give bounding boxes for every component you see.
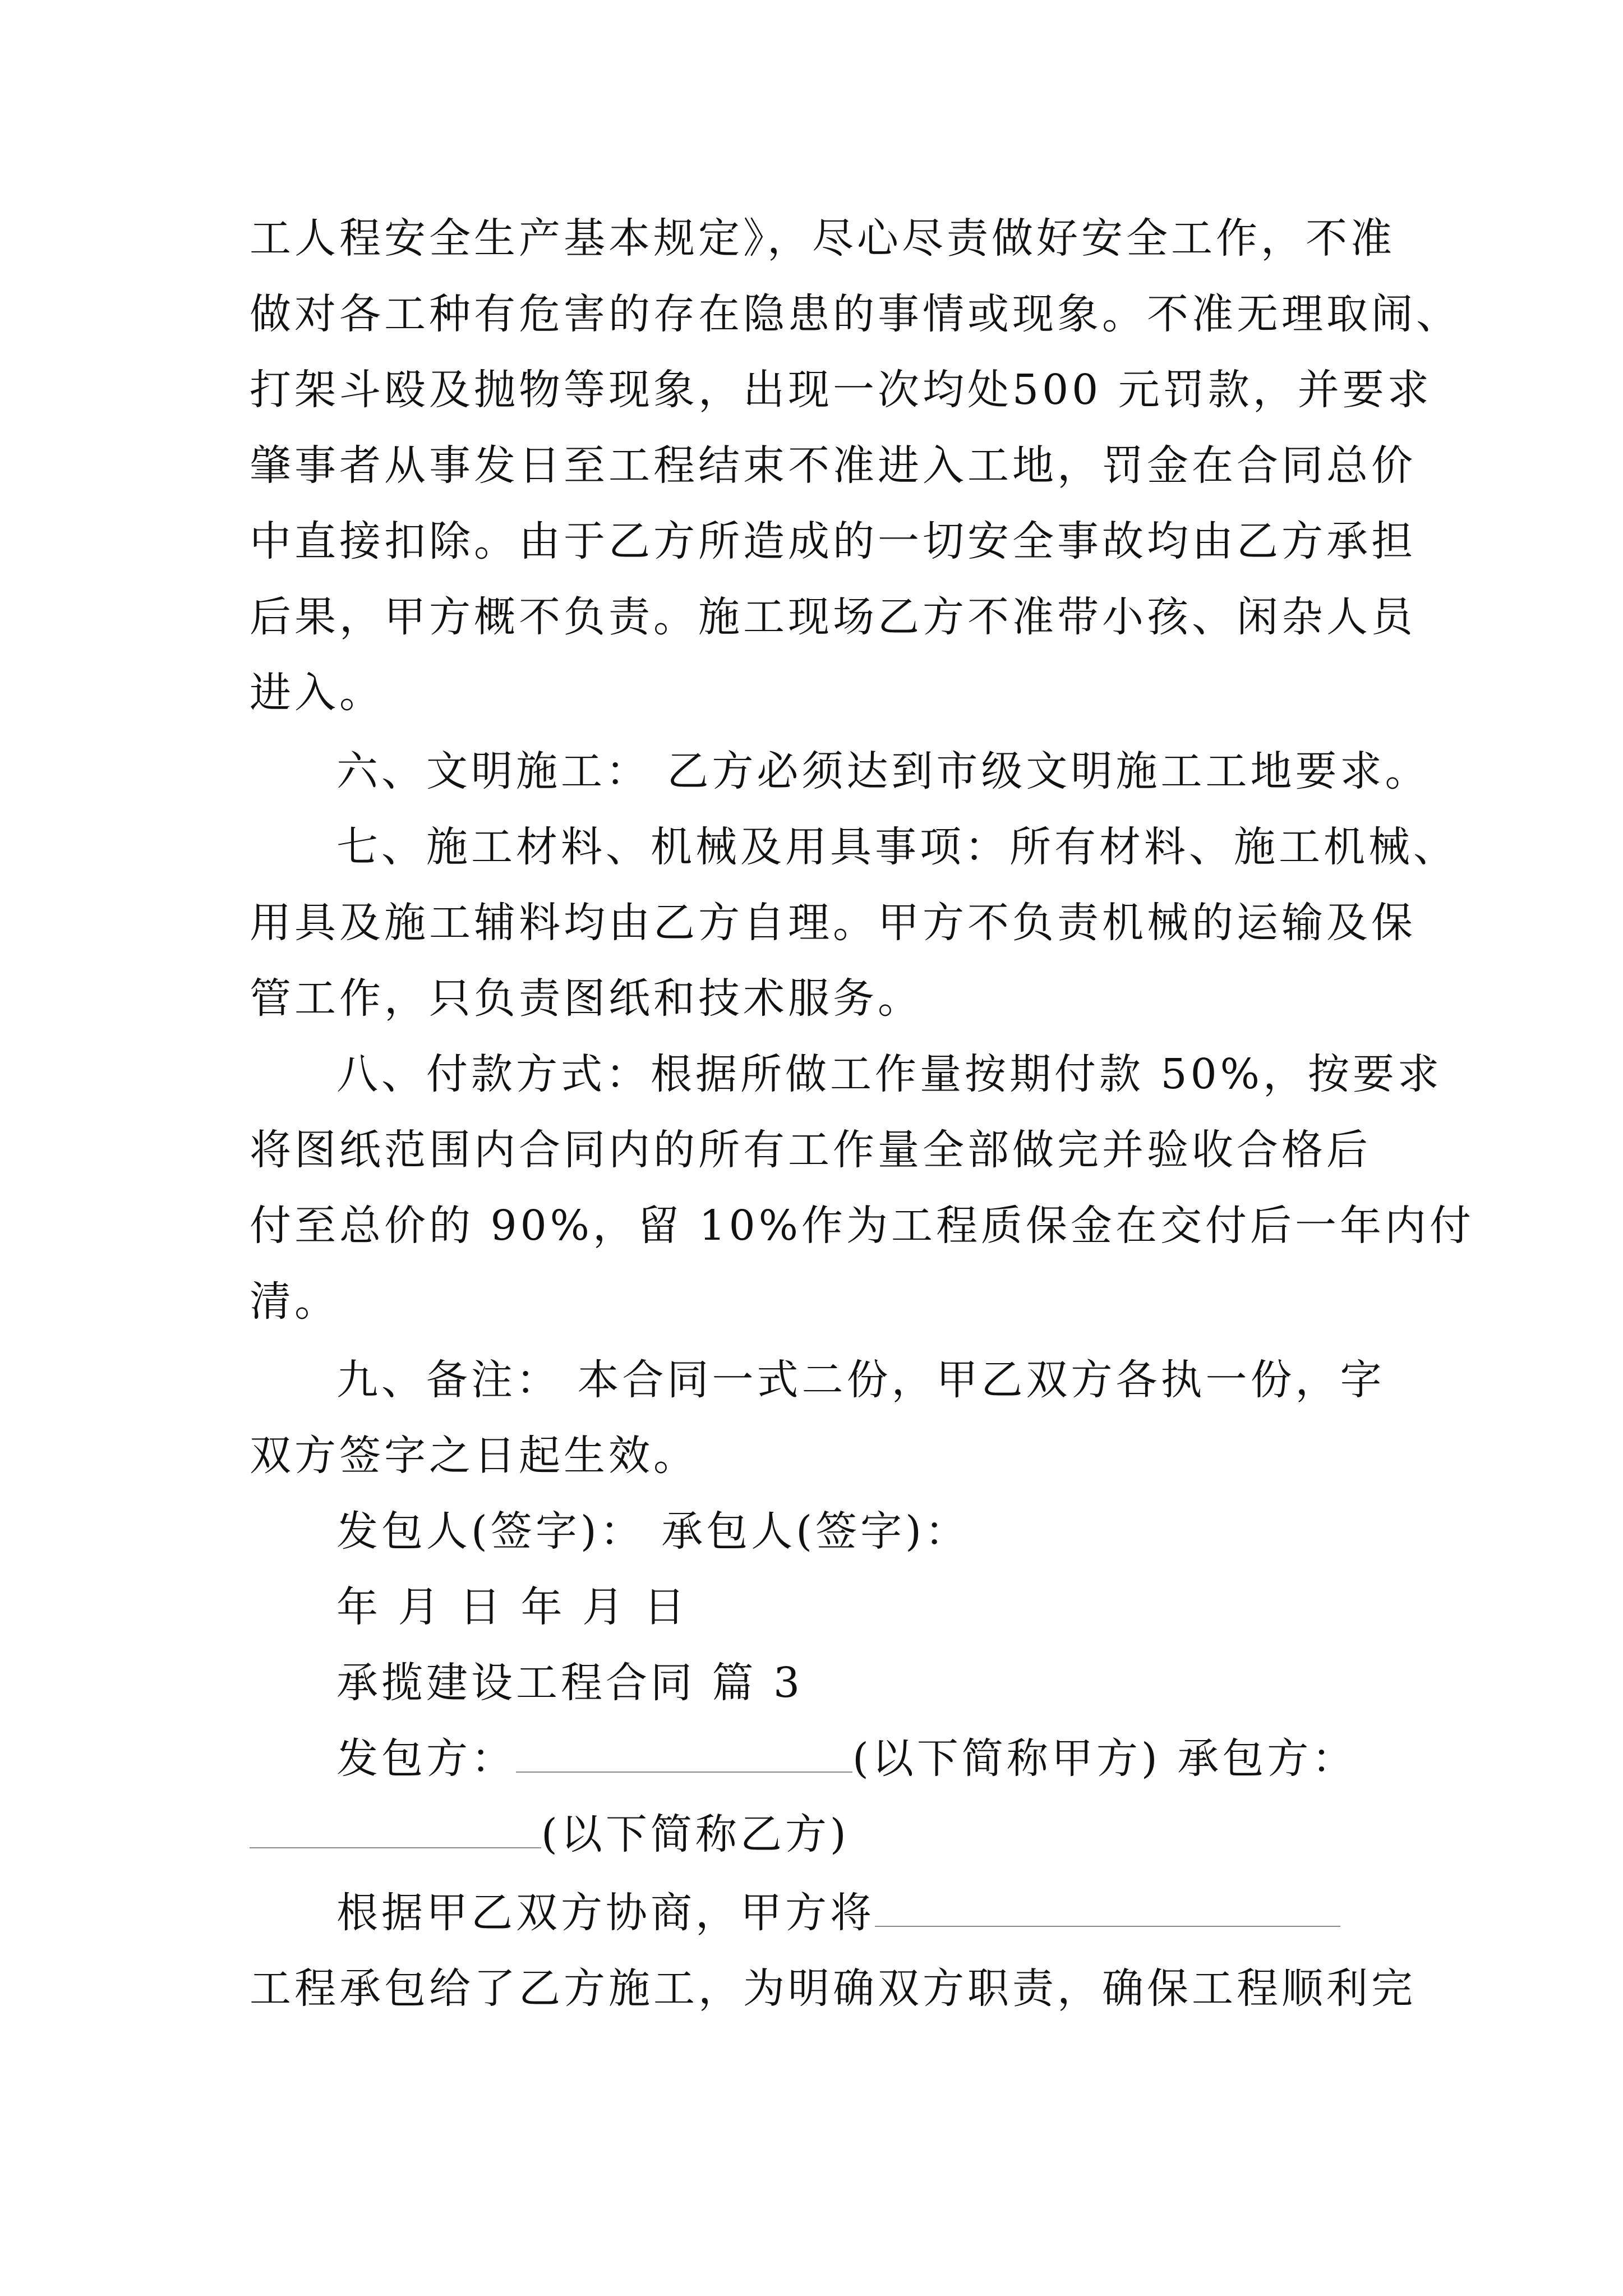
section-heading: 承揽建设工程合同 篇 3 xyxy=(336,1659,804,1707)
employer-label: 发包方： xyxy=(336,1734,516,1783)
contractor-blank xyxy=(250,1814,541,1848)
negotiation-line xyxy=(336,1885,1340,1941)
clause-8-line-3: 付至总价的 90%，留 10%作为工程质保金在交付后一年内付 xyxy=(250,1202,1474,1250)
body-line-4: 肇事者从事发日至工程结束不准进入工地，罚金在合同总价 xyxy=(250,441,1416,490)
final-line: 工程承包给了乙方施工，为明确双方职责，确保工程顺利完 xyxy=(250,1964,1416,2013)
clause-7-line-1: 七、施工材料、机械及用具事项：所有材料、施工机械、 xyxy=(336,823,1458,871)
clause-9-line-1: 九、备注： 本合同一式二份，甲乙双方各执一份，字 xyxy=(336,1356,1385,1404)
clause-7-line-2: 用具及施工辅料均由乙方自理。甲方不负责机械的运输及保 xyxy=(250,899,1416,947)
signature-line: 发包人(签字)： 承包人(签字)： xyxy=(336,1507,970,1556)
contractor-line xyxy=(336,1731,1357,1787)
clause-6-line: 六、文明施工： 乙方必须达到市级文明施工工地要求。 xyxy=(336,747,1430,795)
body-line-6: 后果，甲方概不负责。施工现场乙方不准带小孩、闲杂人员 xyxy=(250,593,1416,641)
negotiation-text: 根据甲乙双方协商，甲方将 xyxy=(336,1889,875,1937)
body-line-3: 打架斗殴及抛物等现象，出现一次均处500 元罚款，并要求 xyxy=(250,366,1432,414)
clause-8-line-2: 将图纸范围内合同内的所有工作量全部做完并验收合格后 xyxy=(250,1126,1371,1174)
project-blank xyxy=(875,1892,1340,1927)
body-line-5: 中直接扣除。由于乙方所造成的一切安全事故均由乙方承担 xyxy=(250,517,1416,565)
clause-8-line-1: 八、付款方式：根据所做工作量按期付款 50%，按要求 xyxy=(336,1050,1442,1098)
clause-7-line-3: 管工作，只负责图纸和技术服务。 xyxy=(250,974,923,1023)
date-line: 年 月 日 年 月 日 xyxy=(336,1583,689,1631)
contractor-line-2 xyxy=(250,1806,850,1862)
body-line-1: 工人程安全生产基本规定》，尽心尽责做好安全工作，不准 xyxy=(250,214,1395,263)
clause-9-line-2: 双方签字之日起生效。 xyxy=(250,1432,698,1480)
clause-8-line-4: 清。 xyxy=(250,1277,339,1326)
contractor-abbrev: (以下简称乙方) xyxy=(541,1810,850,1858)
employer-blank xyxy=(516,1738,852,1773)
body-line-2: 做对各工种有危害的存在隐患的事情或现象。不准无理取闹、 xyxy=(250,290,1461,338)
contractor-label: (以下简称甲方) 承包方： xyxy=(852,1734,1357,1783)
body-line-7: 进入。 xyxy=(250,669,384,717)
